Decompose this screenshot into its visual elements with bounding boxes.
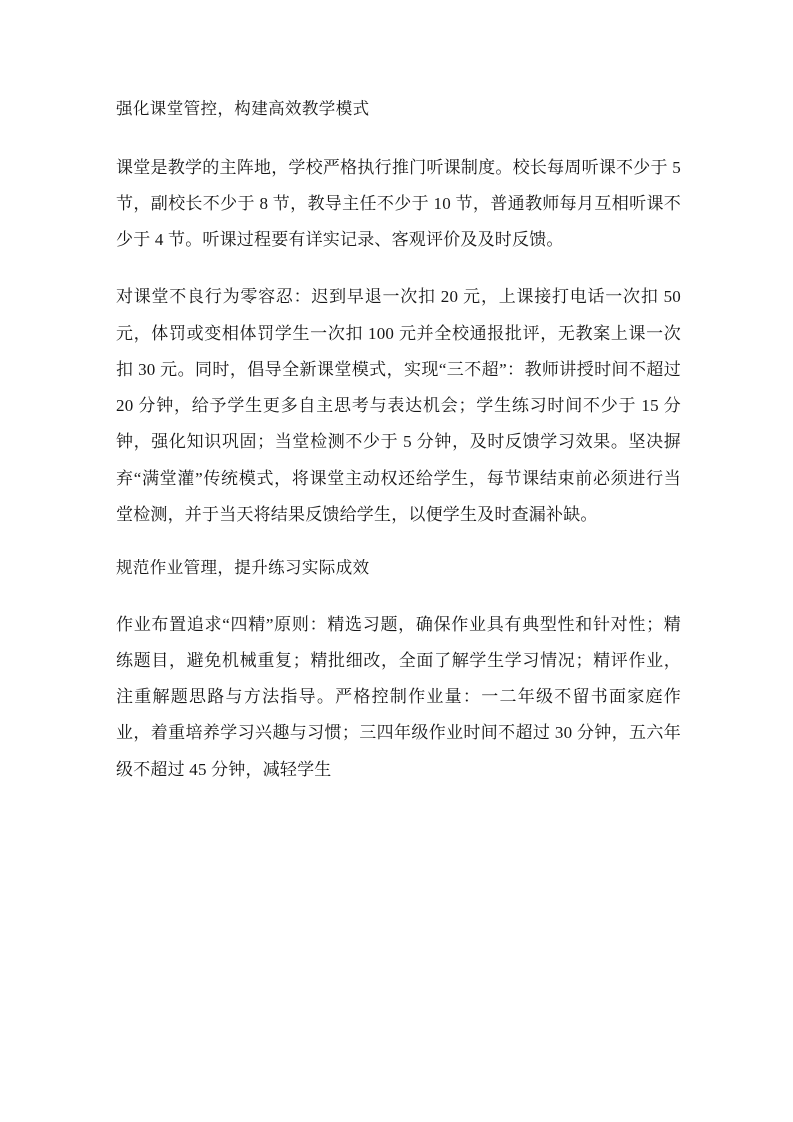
paragraph-homework-principles: 作业布置追求“四精”原则：精选习题，确保作业具有典型性和针对性；精练题目，避免机械重复；精批细改，全面了解学生学习情况；精评作业，注重解题思路与方法指导。严格控制作业量：一二年级不留书面家庭作业，着重培养学习兴趣与习惯；三四年级作业时间不超过 30 分钟，五六年级不超过 45 分钟，减轻学生 (116, 614, 681, 779)
paragraph-classroom-penalties: 对课堂不良行为零容忍：迟到早退一次扣 20 元，上课接打电话一次扣 50 元，体罚或变相体罚学生一次扣 100 元并全校通报批评，无教案上课一次扣 30 元。同时，倡导全新课堂模式，实现“三不超”：教师讲授时间不超过 20 分钟，给予学生更多自主思考与表达机会；学生练习时间不少于 15 分钟，强化知识巩固；当堂检测不少于 5 分钟，及时反馈学习效果。坚决摒弃“满堂灌”传统模式，将课堂主动权还给学生，每节课结束前必须进行当堂检测，并于当天将结果反馈给学生，以便学生及时查漏补缺。 (116, 287, 681, 524)
section-heading-classroom-control: 强化课堂管控，构建高效教学模式 (116, 99, 370, 118)
paragraph-classroom-observation: 课堂是教学的主阵地，学校严格执行推门听课制度。校长每周听课不少于 5 节，副校长不少于 8 节，教导主任不少于 10 节，普通教师每月互相听课不少于 4 节。听课过程要有详实记录、客观评价及及时反馈。 (116, 157, 681, 250)
document-body (116, 95, 681, 788)
section-heading-homework-management: 规范作业管理，提升练习实际成效 (116, 557, 370, 577)
